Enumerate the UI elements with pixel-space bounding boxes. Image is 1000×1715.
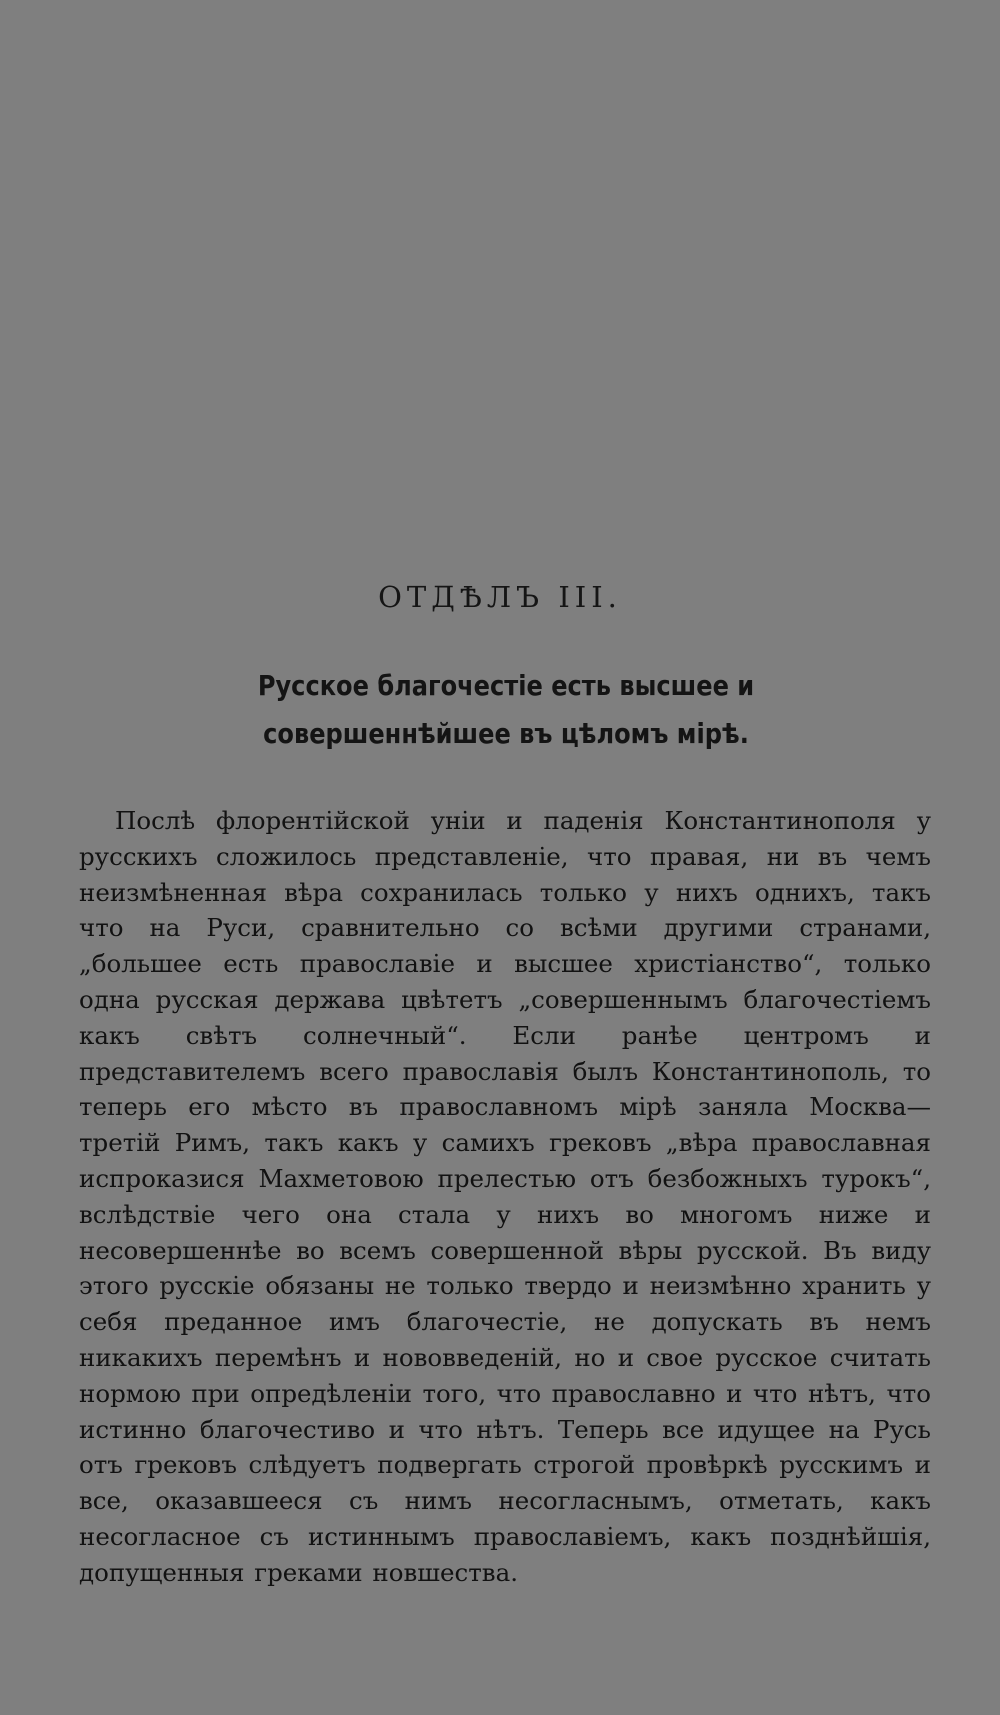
section-heading: ОТДѢЛЪ III. [378,580,622,614]
body-paragraph: Послѣ флорентійской уніи и паденія Константинополя у русскихъ сложилось представленіе, что правая, ни въ чемъ неизмѣненная вѣра сохранилась только у нихъ однихъ, такъ что на Руси, сравнительно со всѣми другими странами, „большее есть православіе и высшее христіанство“, только одна русская держава цвѣтетъ „совершеннымъ благочестіемъ какъ свѣтъ солнечный“. Если ранѣе центромъ и представителемъ всего православія былъ Константинополь, то теперь его мѣсто въ православномъ мірѣ заняла Москва—третій Римъ, такъ какъ у самихъ грековъ „вѣра православная испроказися Махметовою прелестью отъ безбожныхъ турокъ“, вслѣдствіе чего она стала у нихъ во многомъ ниже и несовершеннѣе во всемъ совершенной вѣры русской. Въ виду этого русскіе обязаны не только твердо и неизмѣнно хранить у себя преданное имъ благочестіе, не допускать въ немъ никакихъ перемѣнъ и нововведеній, но и свое русское считать нормою при опредѣленіи того, что православно и что нѣтъ, что истинно благочестиво и что нѣтъ. Теперь все идущее на Русь отъ грековъ слѣдуетъ подвергать строгой провѣркѣ русскимъ и все, оказавшееся съ нимъ несогласнымъ, отметать, какъ несогласное съ истиннымъ православіемъ, какъ позднѣйшія, допущенныя греками новшества. [79,806,931,1587]
chapter-title: Русское благочестіе есть высшее и совершеннѣйшее въ цѣломъ мірѣ. [257,669,755,750]
